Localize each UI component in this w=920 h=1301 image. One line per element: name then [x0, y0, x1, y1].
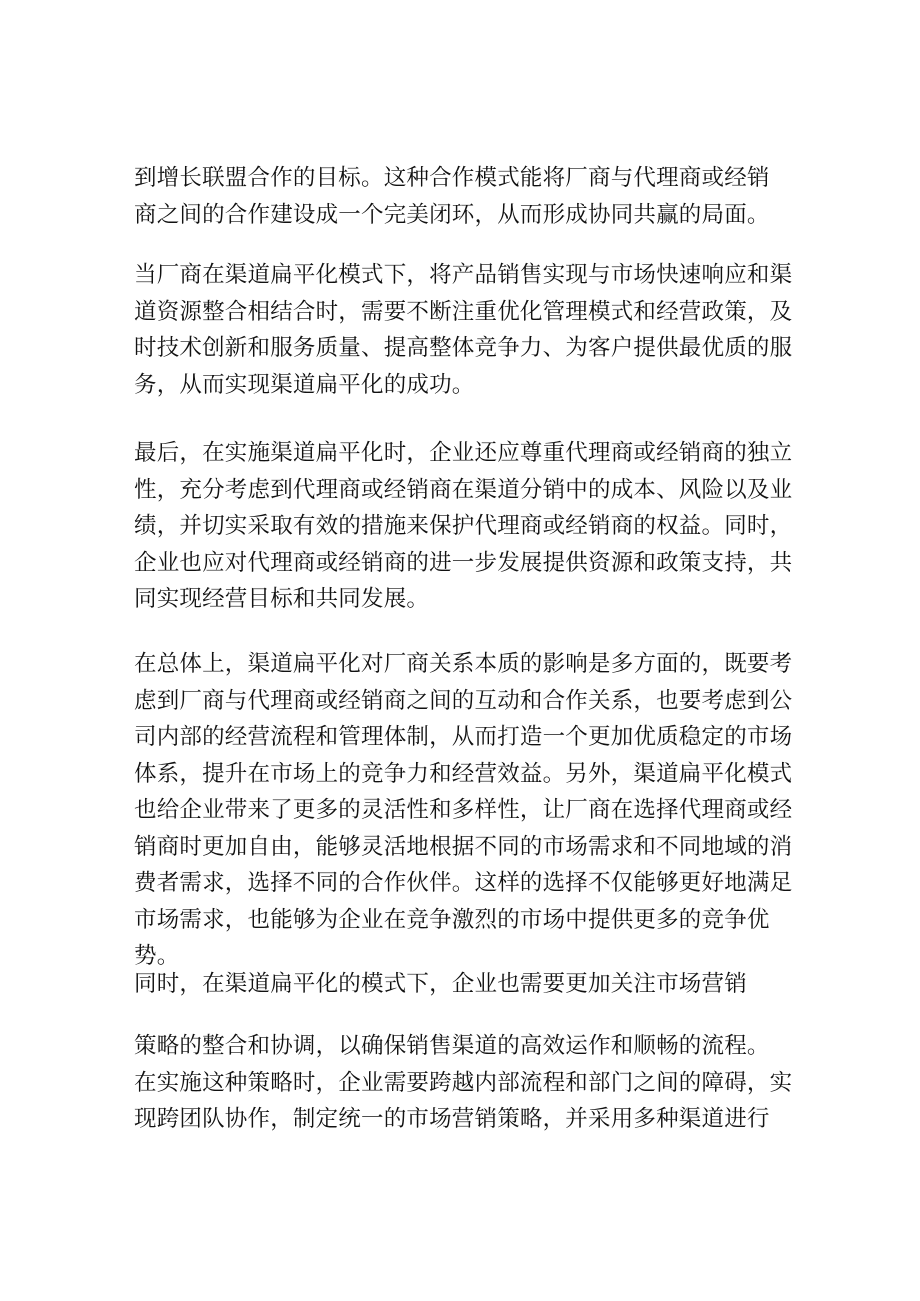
- paragraph-3: 最后，在实施渠道扁平化时，企业还应尊重代理商或经销商的独立 性，充分考虑到代理商或经销商在渠道分销中的成本、风险以及业 绩，并切实采取有效的措施来保护代理商或经销商的权益。同时， 企业也应对代理商或经销商的进一步发展提供资源和政策支持，共 同实现经营目标和共同发展。: [134, 440, 793, 612]
- paragraph-2: 当厂商在渠道扁平化模式下，将产品销售实现与市场快速响应和渠 道资源整合相结合时，需要不断注重优化管理模式和经营政策，及 时技术创新和服务质量、提高整体竞争力、为客户提供最优质的服 务，从而实现渠道扁平化的成功。: [134, 262, 793, 398]
- paragraph-4: 在总体上，渠道扁平化对厂商关系本质的影响是多方面的，既要考 虑到厂商与代理商或经销商之间的互动和合作关系，也要考虑到公 司内部的经营流程和管理体制，从而打造一个更加优质稳定的市场 体系，提升在市场上的竞争力和经营效益。另外，渠道扁平化模式 也给企业带来了更多的灵活性和多样性，让厂商在选择代理商或经 销商时更加自由，能够灵活地根据不同的市场需求和不同地域的消 费者需求，选择不同的合作伙伴。这样的选择不仅能够更好地满足 市场需求，也能够为企业在竞争激烈的市场中提供更多的竞争优势。: [134, 651, 793, 969]
- paragraph-1: 到增长联盟合作的目标。这种合作模式能将厂商与代理商或经销 商之间的合作建设成一个完美闭环，从而形成协同共赢的局面。: [134, 165, 770, 228]
- paragraph-6: 策略的整合和协调，以确保销售渠道的高效运作和顺畅的流程。 在实施这种策略时，企业需要跨越内部流程和部门之间的障碍，实 现跨团队协作，制定统一的市场营销策略，并采用多种渠道进行: [134, 1033, 793, 1132]
- paragraph-5: 同时，在渠道扁平化的模式下，企业也需要更加关注市场营销: [134, 971, 747, 997]
